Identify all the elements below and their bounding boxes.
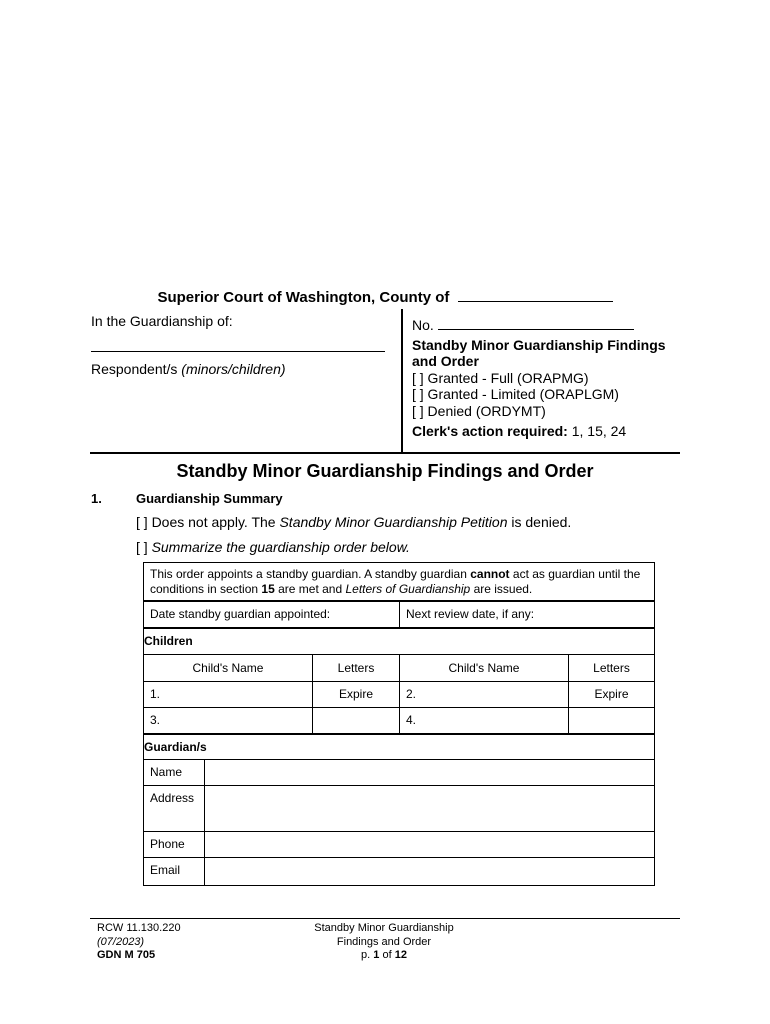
form-title-line1: Standby Minor Guardianship Findings (412, 336, 666, 353)
footer-form-name-line2: Findings and Order (336, 935, 432, 948)
child-name-cell[interactable]: 3. (144, 708, 313, 733)
summary-intro-box (143, 562, 655, 600)
option-text-italic: Standby Minor Guardianship Petition (279, 514, 508, 530)
respondent-name-blank-line (91, 351, 385, 352)
intro-text-c: are met and (274, 582, 346, 596)
child-row (144, 708, 654, 733)
dates-box (143, 600, 655, 627)
letters-expire-cell[interactable] (313, 708, 400, 733)
date-appointed-label: Date standby guardian appointed: (150, 607, 331, 621)
disposition-option-denied: [ ] Denied (ORDYMT) (412, 402, 546, 419)
disposition-option-limited: [ ] Granted - Limited (ORAPLGM) (412, 386, 619, 402)
letters-expire-cell[interactable] (569, 682, 654, 707)
children-column-headers (144, 655, 654, 701)
child-row (144, 682, 654, 708)
footer-statute: RCW 11.130.220 (97, 922, 181, 934)
guardian-address-field[interactable] (205, 786, 654, 831)
disposition-option-full: [ ] Granted - Full (ORAPMG) (412, 369, 589, 386)
caption-left (91, 313, 385, 377)
guardianship-of-label: In the Guardianship of: (91, 313, 233, 329)
summary-intro-text (144, 563, 654, 600)
section-number: 1. (91, 491, 102, 506)
guardian-phone-row (144, 832, 654, 858)
guardian-phone-label: Phone (144, 832, 205, 857)
guardian-address-row (144, 786, 654, 832)
option-does-not-apply (136, 514, 571, 530)
intro-text-bold: cannot (470, 567, 510, 581)
document-title: Standby Minor Guardianship Findings and Order (176, 461, 594, 481)
guardian-email-field[interactable] (205, 858, 654, 885)
respondent-label-line (91, 361, 385, 377)
section-title: Guardianship Summary (136, 491, 283, 506)
guardian-name-row (144, 760, 654, 786)
footer-center (284, 922, 484, 963)
option-text-a: Does not apply. The (151, 514, 280, 530)
respondent-note: (minors/children) (181, 361, 286, 377)
guardian-phone-field[interactable] (205, 832, 654, 857)
footer-form-code: GDN M 705 (97, 949, 156, 961)
case-number-blank-line (438, 317, 634, 330)
form-title (412, 337, 677, 370)
caption-right (412, 317, 677, 440)
children-box (143, 627, 655, 733)
intro-text-italic: Letters of Guardianship (345, 582, 471, 596)
option-summarize (136, 539, 410, 555)
clerk-action-line (412, 423, 677, 440)
case-number-line (412, 317, 677, 334)
footer-revision: (07/2023) (97, 935, 145, 948)
child-name-cell[interactable]: 4. (400, 708, 569, 733)
guardian-name-label: Name (144, 760, 205, 785)
intro-section-number: 15 (261, 582, 275, 596)
children-header: Children (144, 629, 654, 655)
guardian-email-label: Email (144, 858, 205, 885)
option-checkbox[interactable]: [ ] (136, 514, 148, 530)
case-number-label: No. (412, 317, 434, 333)
letters-expire-cell[interactable] (569, 708, 654, 733)
form-title-line2: and Order (412, 353, 479, 369)
caption-divider-horizontal (90, 452, 680, 454)
court-title (0, 287, 770, 306)
page-of: of (379, 949, 395, 961)
summary-table (143, 562, 655, 886)
footer-page-number (284, 949, 484, 963)
page-total: 12 (394, 949, 407, 961)
letters-expire-header: Letters Expire (313, 655, 400, 681)
child-name-cell[interactable]: 2. (400, 682, 569, 707)
next-review-label: Next review date, if any: (406, 607, 535, 621)
letters-expire-cell[interactable] (313, 682, 400, 707)
county-blank-line (458, 287, 613, 302)
guardian-address-label: Address (144, 786, 205, 831)
letters-expire-header: Letters Expire (593, 661, 630, 701)
child-name-header: Child's Name (400, 655, 569, 681)
clerk-action-label: Clerk's action required: (412, 423, 568, 439)
guardian-name-field[interactable] (205, 760, 654, 785)
option-checkbox[interactable]: [ ] (136, 539, 148, 555)
footer-left (97, 922, 181, 963)
respondent-label: Respondent/s (91, 361, 178, 377)
page-current: 1 (373, 949, 380, 961)
guardians-header: Guardian/s (144, 735, 654, 760)
option-text-b: is denied. (507, 514, 572, 530)
guardian-email-row (144, 858, 654, 885)
footer-form-name-line1: Standby Minor Guardianship (314, 922, 454, 934)
court-title-text: Superior Court of Washington, County of (157, 289, 450, 306)
page-prefix: p. (361, 949, 374, 961)
child-name-header: Child's Name (144, 655, 313, 681)
option-text: Summarize the guardianship order below. (151, 539, 410, 555)
intro-text-a: This order appoints a standby guardian. A standby guardian (150, 567, 471, 581)
clerk-action-value: 1, 15, 24 (571, 423, 627, 439)
intro-text-b: act as guardian until the conditions in section (150, 567, 641, 596)
guardians-box (143, 733, 655, 886)
next-review-field[interactable] (400, 602, 654, 627)
footer-rule (90, 918, 680, 919)
child-name-cell[interactable]: 1. (144, 682, 313, 707)
caption-divider-vertical (401, 309, 403, 453)
date-appointed-field[interactable] (144, 602, 400, 627)
intro-text-d: are issued. (470, 582, 533, 596)
